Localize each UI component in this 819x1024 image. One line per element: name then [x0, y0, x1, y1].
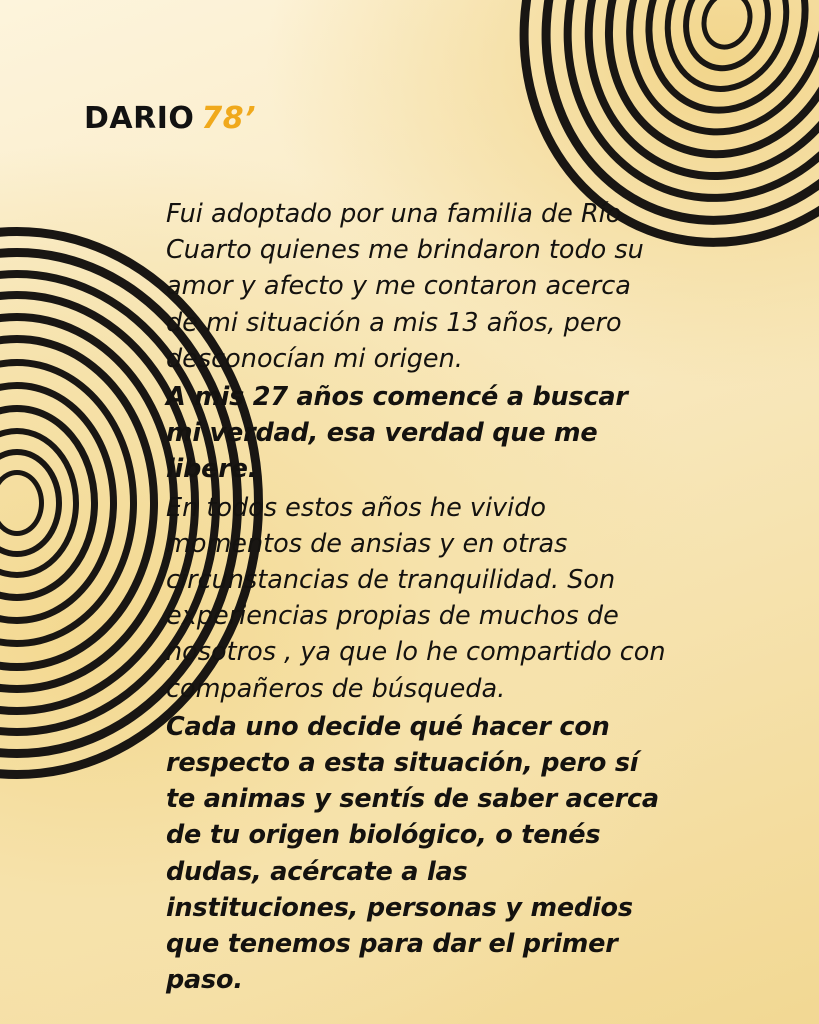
testimony-paragraph: Fui adoptado por una familia de Río Cuarto quienes me brindaron todo su amor y afecto y me contaron acerca de mi situación a mis 13 años, pero desconocían mi origen. — [166, 199, 644, 374]
brand-name: DARIO — [84, 101, 195, 136]
testimony-paragraph: Cada uno decide qué hacer con respecto a esta situación, pero sí te animas y sentís de saber acerca de tu origen biológico, o tenés dudas, acércate a las instituciones, personas y medios que tenemos para dar el primer paso. — [166, 711, 659, 996]
brand-logo — [84, 101, 257, 136]
testimony-text-block — [166, 196, 666, 1000]
brand-accent: 78’ — [201, 101, 257, 136]
testimony-paragraph: A mis 27 años comencé a buscar mi verdad, esa verdad que me libere. — [166, 382, 628, 485]
testimony-paragraph: En todos estos años he vivido momentos de ansias y en otras circunstancias de tranquilidad. Son experiencias propias de muchos de nosotros , ya que lo he compartido con compañeros de búsqueda. — [166, 492, 666, 704]
